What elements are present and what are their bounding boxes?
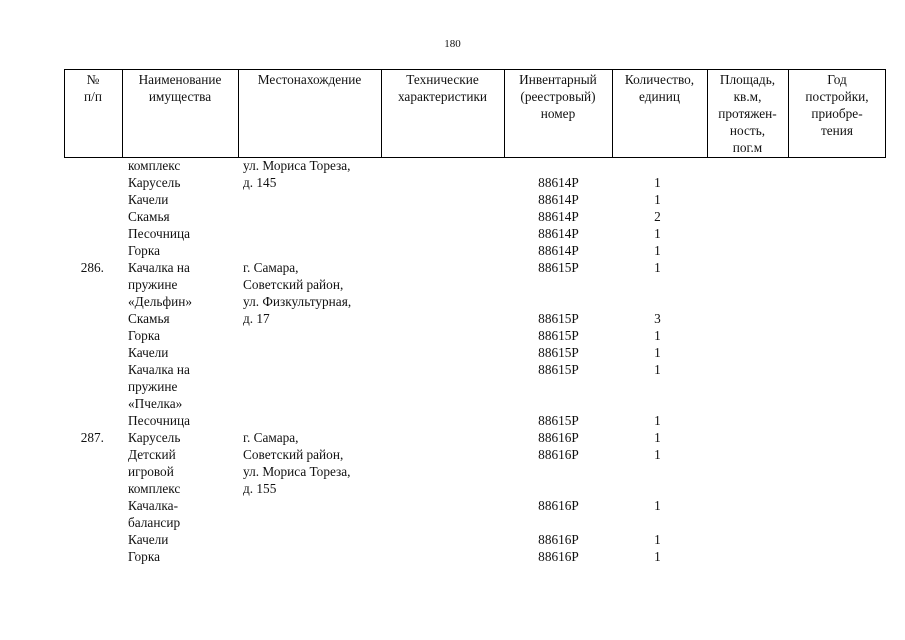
header-quantity: Количество, единиц bbox=[624, 72, 695, 104]
column-divider bbox=[504, 70, 505, 157]
item-name: Качели bbox=[128, 345, 169, 360]
table-row bbox=[0, 327, 905, 344]
column-divider bbox=[788, 70, 789, 157]
item-name: игровой bbox=[128, 464, 174, 479]
item-location: ул. Физкультурная, bbox=[243, 294, 352, 309]
table-row bbox=[0, 548, 905, 565]
table-row bbox=[0, 497, 905, 514]
item-location: Советский район, bbox=[243, 277, 344, 292]
table-row bbox=[0, 259, 905, 276]
page-number: 180 bbox=[444, 38, 461, 50]
table-row bbox=[0, 276, 905, 293]
quantity: 1 bbox=[654, 175, 661, 190]
item-name: «Дельфин» bbox=[128, 294, 192, 309]
table-row bbox=[0, 157, 905, 174]
table-row bbox=[0, 429, 905, 446]
item-location: ул. Мориса Тореза, bbox=[243, 158, 351, 173]
item-name: комплекс bbox=[128, 158, 181, 173]
item-name: Качалка на bbox=[128, 260, 190, 275]
column-divider bbox=[885, 70, 886, 157]
inventory-number: 88614Р bbox=[538, 192, 579, 207]
quantity: 3 bbox=[654, 311, 661, 326]
quantity: 1 bbox=[654, 447, 661, 462]
inventory-number: 88614Р bbox=[538, 209, 579, 224]
item-location: д. 155 bbox=[243, 481, 277, 496]
table-row bbox=[0, 412, 905, 429]
table-row bbox=[0, 225, 905, 242]
column-divider bbox=[707, 70, 708, 157]
table-row bbox=[0, 378, 905, 395]
table-row bbox=[0, 514, 905, 531]
item-name: Горка bbox=[128, 328, 160, 343]
item-name: Скамья bbox=[128, 311, 170, 326]
inventory-number: 88616Р bbox=[538, 532, 579, 547]
quantity: 1 bbox=[654, 328, 661, 343]
quantity: 2 bbox=[654, 209, 661, 224]
table-row bbox=[0, 446, 905, 463]
item-name: Карусель bbox=[128, 175, 181, 190]
table-row bbox=[0, 463, 905, 480]
quantity: 1 bbox=[654, 532, 661, 547]
item-name: пружине bbox=[128, 277, 178, 292]
column-divider bbox=[381, 70, 382, 157]
column-divider bbox=[64, 70, 65, 157]
item-name: Карусель bbox=[128, 430, 181, 445]
inventory-number: 88614Р bbox=[538, 175, 579, 190]
quantity: 1 bbox=[654, 498, 661, 513]
header-area: Площадь, кв.м, протяжен- ность, пог.м bbox=[718, 72, 777, 155]
table-row bbox=[0, 480, 905, 497]
inventory-number: 88615Р bbox=[538, 328, 579, 343]
table-row bbox=[0, 395, 905, 412]
header-characteristics: Технические характеристики bbox=[397, 72, 488, 104]
column-divider bbox=[122, 70, 123, 157]
table-row bbox=[0, 242, 905, 259]
column-divider bbox=[612, 70, 613, 157]
item-name: Качели bbox=[128, 532, 169, 547]
inventory-number: 88615Р bbox=[538, 362, 579, 377]
item-name: Горка bbox=[128, 549, 160, 564]
item-location: г. Самара, bbox=[243, 430, 299, 445]
item-name: Песочница bbox=[128, 413, 190, 428]
inventory-number: 88614Р bbox=[538, 243, 579, 258]
item-name: Детский bbox=[128, 447, 176, 462]
header-year: Год постройки, приобре- тения bbox=[805, 72, 869, 138]
table-row bbox=[0, 293, 905, 310]
table-row bbox=[0, 344, 905, 361]
item-name: пружине bbox=[128, 379, 178, 394]
item-name: Песочница bbox=[128, 226, 190, 241]
quantity: 1 bbox=[654, 549, 661, 564]
inventory-number: 88615Р bbox=[538, 413, 579, 428]
table-row bbox=[0, 174, 905, 191]
inventory-number: 88615Р bbox=[538, 311, 579, 326]
header-inventory-number: Инвентарный (реестровый) номер bbox=[519, 72, 597, 121]
table-row bbox=[0, 208, 905, 225]
header-location: Местонахождение bbox=[257, 72, 362, 87]
item-location: ул. Мориса Тореза, bbox=[243, 464, 351, 479]
item-name: Скамья bbox=[128, 209, 170, 224]
quantity: 1 bbox=[654, 243, 661, 258]
item-location: Советский район, bbox=[243, 447, 344, 462]
inventory-number: 88615Р bbox=[538, 345, 579, 360]
quantity: 1 bbox=[654, 345, 661, 360]
item-name: Качели bbox=[128, 192, 169, 207]
inventory-number: 88616Р bbox=[538, 447, 579, 462]
quantity: 1 bbox=[654, 192, 661, 207]
header-number: № п/п bbox=[84, 72, 102, 104]
table-row bbox=[0, 191, 905, 208]
item-name: «Пчелка» bbox=[128, 396, 183, 411]
inventory-number: 88615Р bbox=[538, 260, 579, 275]
inventory-number: 88616Р bbox=[538, 498, 579, 513]
item-name: Качалка на bbox=[128, 362, 190, 377]
item-location: д. 17 bbox=[243, 311, 270, 326]
table-row bbox=[0, 531, 905, 548]
table-header bbox=[64, 69, 886, 158]
quantity: 1 bbox=[654, 430, 661, 445]
item-location: д. 145 bbox=[243, 175, 277, 190]
quantity: 1 bbox=[654, 260, 661, 275]
item-name: балансир bbox=[128, 515, 181, 530]
quantity: 1 bbox=[654, 226, 661, 241]
row-number: 287. bbox=[80, 430, 104, 445]
inventory-number: 88614Р bbox=[538, 226, 579, 241]
quantity: 1 bbox=[654, 362, 661, 377]
inventory-number: 88616Р bbox=[538, 430, 579, 445]
table-row bbox=[0, 361, 905, 378]
column-divider bbox=[238, 70, 239, 157]
item-name: Горка bbox=[128, 243, 160, 258]
row-number: 286. bbox=[80, 260, 104, 275]
table-row bbox=[0, 310, 905, 327]
quantity: 1 bbox=[654, 413, 661, 428]
item-name: комплекс bbox=[128, 481, 181, 496]
inventory-number: 88616Р bbox=[538, 549, 579, 564]
table-body bbox=[0, 157, 905, 565]
item-location: г. Самара, bbox=[243, 260, 299, 275]
header-name: Наименование имущества bbox=[138, 72, 222, 104]
item-name: Качалка- bbox=[128, 498, 178, 513]
